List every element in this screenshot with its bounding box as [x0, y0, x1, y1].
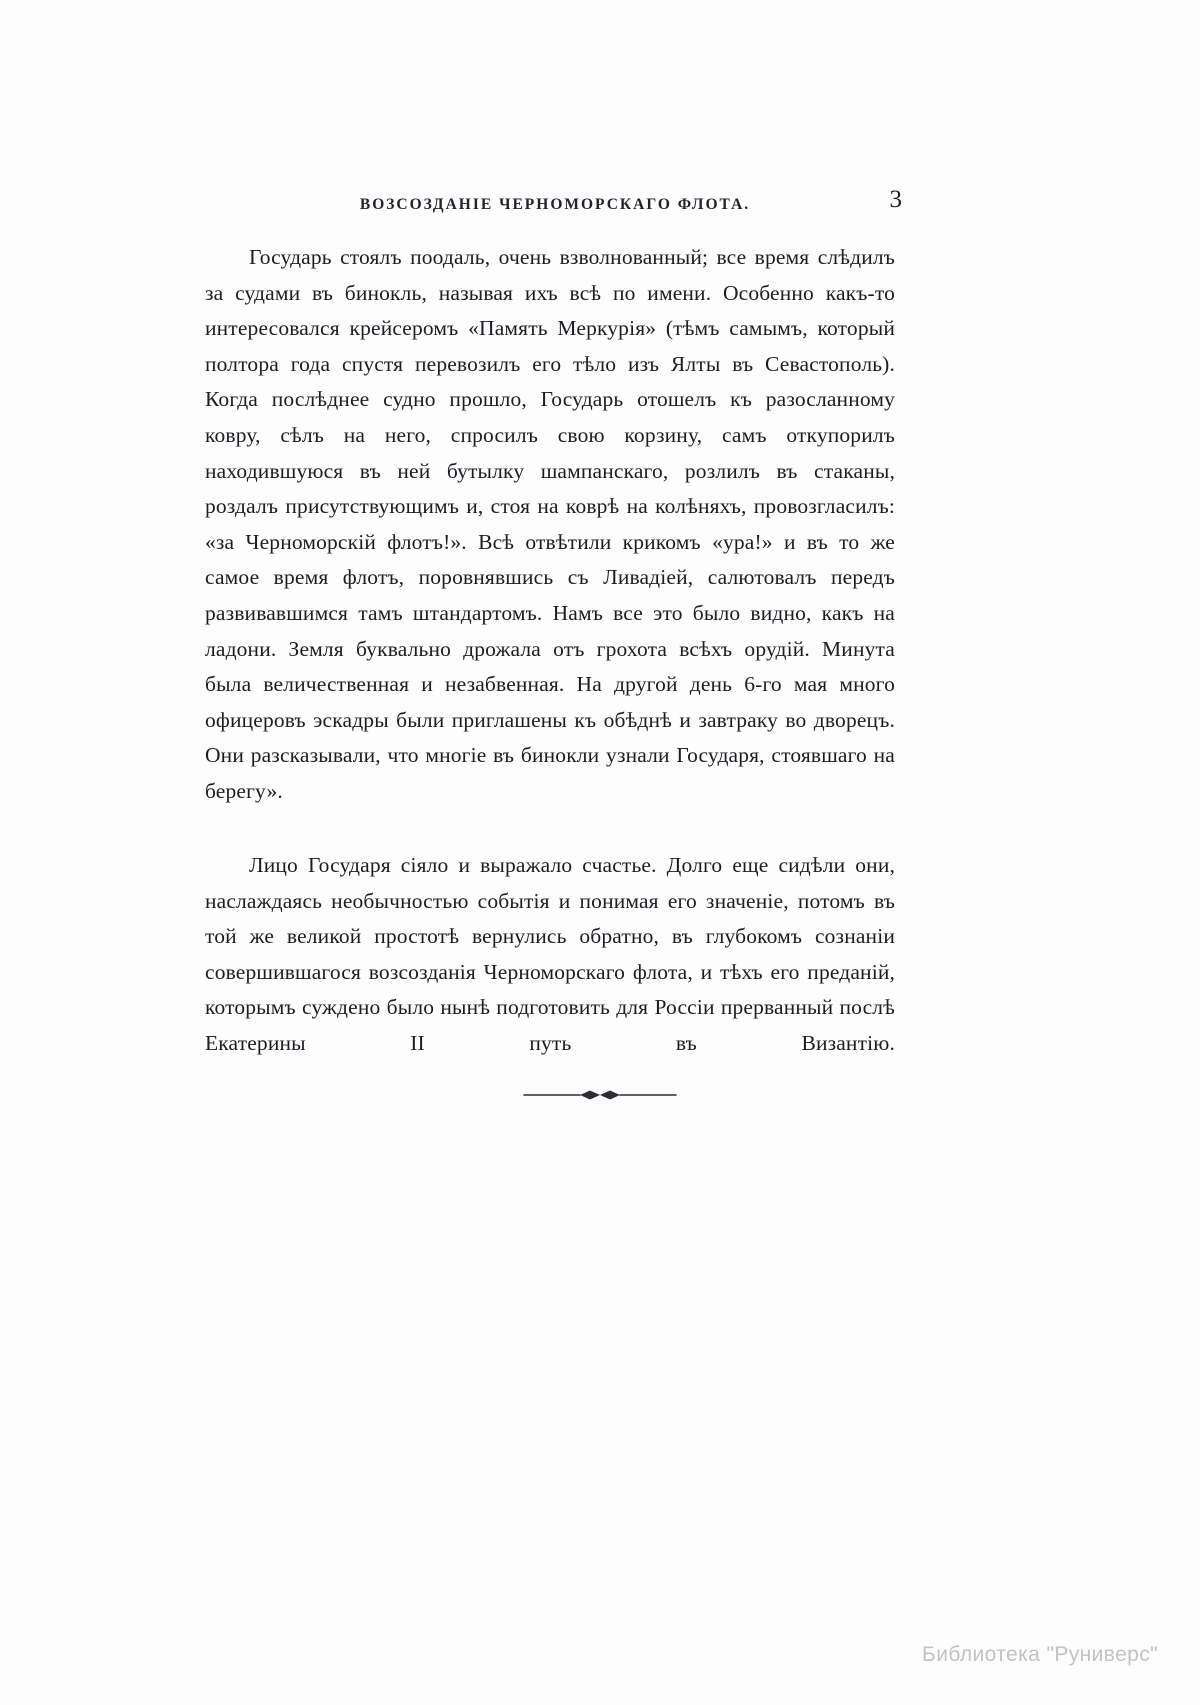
body-text — [205, 240, 895, 1097]
paragraph: Лицо Государя сіяло и выражало счастье. Долго еще сидѣли они, наслаждаясь необычностью событія и понимая его значеніе, потомъ въ той же великой простотѣ вернулись обратно, въ глубокомъ сознаніи совершившагося возсозданія Черноморскаго флота, и тѣхъ его преданій, которымъ суждено было нынѣ подготовить для Россіи прерванный послѣ Екатерины II путь въ Византію. — [205, 853, 895, 1056]
paragraph: Государь стоялъ поодаль, очень взволнованный; все время слѣдилъ за судами въ бинокль, называя ихъ всѣ по имени. Особенно какъ-то интересовался крейсеромъ «Память Меркурія» (тѣмъ самымъ, который полтора года спустя перевозилъ его тѣло изъ Ялты въ Севастополь). Когда послѣднее судно прошло, Государь отошелъ къ разосланному ковру, сѣлъ на него, спросилъ свою корзину, самъ откупорилъ находившуюся въ ней бутылку шампанскаго, розлилъ въ стаканы, роздалъ присутствующимъ и, стоя на коврѣ на колѣняхъ, провозгласилъ: «за Черноморскій флотъ!». Всѣ отвѣтили крикомъ «ура!» и въ то же самое время флотъ, поровнявшись съ Ливадіей, салютовалъ передъ развивавшимся тамъ штандартомъ. Намъ все это было видно, какъ на ладони. Земля буквально дрожала отъ грохота всѣхъ орудій. Минута была величественная и незабвенная. На другой день 6-го мая много офицеровъ эскадры были приглашены къ обѣднѣ и завтраку во дворецъ. Они разсказывали, что многіе въ бинокли узнали Государя, стоявшаго на берегу». — [205, 245, 895, 803]
library-watermark: Библиотека "Руниверс" — [922, 1643, 1158, 1666]
page-number: 3 — [889, 186, 902, 213]
page-header — [205, 196, 905, 214]
running-head: ВОЗСОЗДАНІЕ ЧЕРНОМОРСКАГО ФЛОТА. — [359, 196, 751, 213]
